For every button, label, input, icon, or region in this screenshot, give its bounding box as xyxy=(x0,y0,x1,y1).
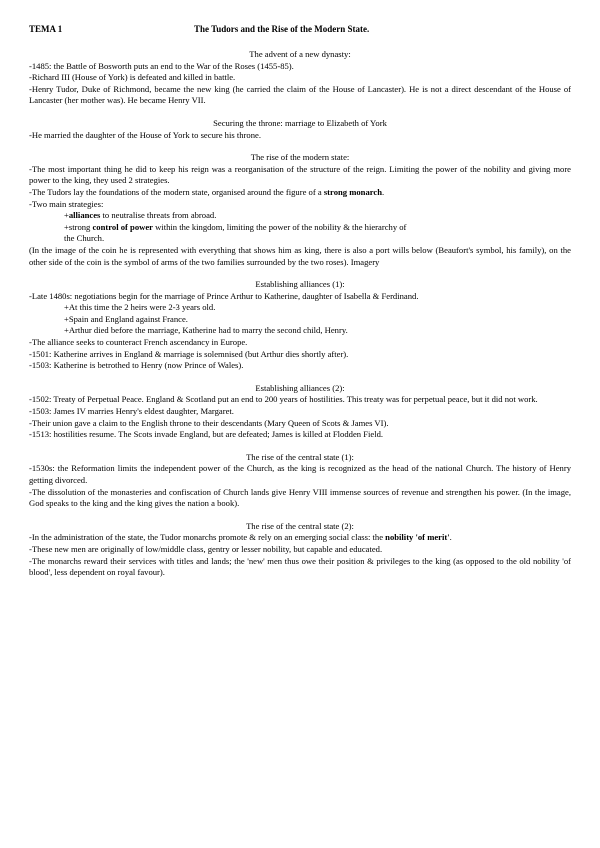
document-page xyxy=(29,24,571,579)
section-title: The rise of the central state (1): xyxy=(246,451,354,462)
paragraph: -The monarchs reward their services with titles and lands; the 'new' men thus owe their position & privileges to the king (as opposed to the old nobility 'of blood', less dependent on royal favour). xyxy=(29,555,571,578)
bold-term: nobility 'of merit' xyxy=(385,532,450,543)
paragraph: -The most important thing he did to keep his reign was a reorganisation of the structure of the reign. Limiting the power of the nobility and giving more power to the king, they used 2 strategies. xyxy=(29,163,571,186)
paragraph: -1503: Katherine is betrothed to Henry (now Prince of Wales). xyxy=(29,360,244,371)
section-title: Establishing alliances (1): xyxy=(255,279,345,290)
paragraph xyxy=(29,532,571,544)
text-run: to neutralise threats from abroad. xyxy=(100,210,217,221)
paragraph: -Henry Tudor, Duke of Richmond, became the new king (he carried the claim of the House of Lancaster). He is not a direct descendant of the House of Lancaster (her mother was). He became Henry VII. xyxy=(29,83,571,106)
document-header xyxy=(29,24,571,38)
bullet-item: +At this time the 2 heirs were 2-3 years old. xyxy=(64,302,216,313)
bullet-item xyxy=(29,222,571,234)
bold-term: alliances xyxy=(68,210,101,221)
paragraph: -Two main strategies: xyxy=(29,198,104,209)
text-run: -In the administration of the state, the Tudor monarchs promote & rely on an emerging social class: the xyxy=(29,532,386,543)
topic-number: TEMA 1 xyxy=(29,24,63,34)
section-title: Securing the throne: marriage to Elizabeth of York xyxy=(213,117,387,128)
paragraph: -These new men are originally of low/middle class, gentry or lesser nobility, but capable and educated. xyxy=(29,543,383,554)
paragraph xyxy=(29,187,571,199)
paragraph: -The alliance seeks to counteract French ascendancy in Europe. xyxy=(29,337,248,348)
section-new-dynasty xyxy=(29,49,571,107)
section-alliances-1 xyxy=(29,279,571,372)
text-run: . xyxy=(449,532,452,543)
paragraph: -1503: James IV marries Henry's eldest daughter, Margaret. xyxy=(29,406,234,417)
section-title: Establishing alliances (2): xyxy=(255,382,345,393)
text-run: -The Tudors lay the foundations of the modern state, organised around the figure of a xyxy=(29,186,324,197)
bullet-item: +Arthur died before the marriage, Katherine had to marry the second child, Henry. xyxy=(64,325,348,336)
paragraph: -Richard III (House of York) is defeated and killed in battle. xyxy=(29,72,236,83)
section-central-state-1 xyxy=(29,452,571,510)
section-securing-throne xyxy=(29,118,571,141)
paragraph: (In the image of the coin he is represented with everything that shows him as king, there is also a port wills below (Beaufort's symbol, his family), on the other side of the coin is the symbol of arms of the two families surrounded by the two roses). Imagery xyxy=(29,244,571,267)
bold-term: strong monarch xyxy=(323,186,382,197)
bullet-item xyxy=(29,210,571,222)
section-title: The rise of the central state (2): xyxy=(246,520,354,531)
text-run: +strong xyxy=(64,221,93,232)
section-alliances-2 xyxy=(29,383,571,441)
paragraph: -1502: Treaty of Perpetual Peace. England & Scotland put an end to 200 years of hostilities. This treaty was for perpetual peace, but it did not work. xyxy=(29,394,538,405)
section-central-state-2 xyxy=(29,521,571,579)
paragraph: -1530s: the Reformation limits the independent power of the Church, as the king is recognized as the head of the national Church. The history of Henry getting divorced. xyxy=(29,463,571,485)
paragraph: -He married the daughter of the House of York to secure his throne. xyxy=(29,129,261,140)
paragraph: -Late 1480s: negotiations begin for the marriage of Prince Arthur to Katherine, daughter of Isabella & Ferdinand. xyxy=(29,290,419,301)
text-run: . xyxy=(382,186,385,197)
paragraph: -1513: hostilities resume. The Scots invade England, but are defeated; James is killed at Flodden Field. xyxy=(29,429,384,440)
text-run: within the kingdom, limiting the power of the nobility & the hierarchy of xyxy=(152,221,407,232)
bullet-item: +Spain and England against France. xyxy=(64,313,188,324)
paragraph: -Their union gave a claim to the English throne to their descendants (Mary Queen of Scots & James VI). xyxy=(29,417,389,428)
section-title: The advent of a new dynasty: xyxy=(249,49,351,59)
bold-term: control of power xyxy=(92,221,153,232)
document-title: The Tudors and the Rise of the Modern State. xyxy=(194,24,370,34)
section-modern-state xyxy=(29,152,571,268)
paragraph: -1485: the Battle of Bosworth puts an end to the War of the Roses (1455-85). xyxy=(29,60,294,71)
section-title: The rise of the modern state: xyxy=(250,152,350,163)
bullet-continuation: the Church. xyxy=(64,233,105,244)
paragraph: -The dissolution of the monasteries and confiscation of Church lands give Henry VIII immense sources of revenue and strengthen his power. (In the image, God speaks to the king and the king gives the nation a book). xyxy=(29,486,571,509)
text-run: + xyxy=(64,210,69,221)
paragraph: -1501: Katherine arrives in England & marriage is solemnised (but Arthur dies shortly after). xyxy=(29,348,349,359)
